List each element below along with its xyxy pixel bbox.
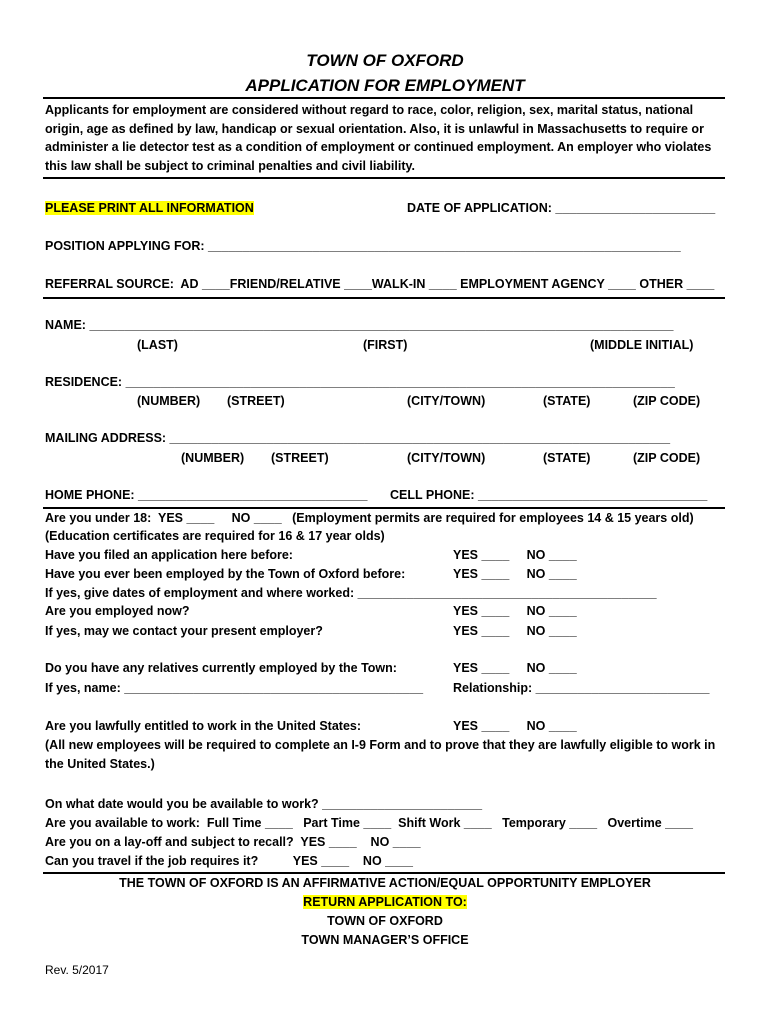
return-application-label: RETURN APPLICATION TO: xyxy=(303,895,467,909)
home-phone-field[interactable]: HOME PHONE: _________________________________ xyxy=(45,488,368,502)
form-title: TOWN OF OXFORD xyxy=(306,51,464,70)
name-first-label: (FIRST) xyxy=(363,338,408,352)
layoff-question[interactable]: Are you on a lay-off and subject to recall? YES ____ NO ____ xyxy=(45,835,421,849)
filed-before-question: Have you filed an application here before: xyxy=(45,548,293,562)
residence-street-label: (STREET) xyxy=(227,394,285,408)
return-address-line2: TOWN MANAGER’S OFFICE xyxy=(301,933,469,947)
print-notice: PLEASE PRINT ALL INFORMATION xyxy=(45,201,254,215)
lawful-work-question: Are you lawfully entitled to work in the United States: xyxy=(45,719,362,733)
title-divider xyxy=(43,97,725,99)
employed-by-town-answer[interactable]: YES ____ NO ____ xyxy=(453,567,577,581)
residence-zip-label: (ZIP CODE) xyxy=(633,394,701,408)
mailing-number-label: (NUMBER) xyxy=(181,451,245,465)
availability-types-field[interactable]: Are you available to work: Full Time ____ Part Time ____ Shift Work ____ Temporary ____ Overtime ____ xyxy=(45,816,693,830)
name-middle-label: (MIDDLE INITIAL) xyxy=(590,338,694,352)
available-date-field[interactable]: On what date would you be available to work? _______________________ xyxy=(45,797,483,811)
relatives-question: Do you have any relatives currently employed by the Town: xyxy=(45,661,397,675)
employed-by-town-question: Have you ever been employed by the Town of Oxford before: xyxy=(45,567,406,581)
contact-employer-answer[interactable]: YES ____ NO ____ xyxy=(453,624,577,638)
under-18-question[interactable]: Are you under 18: YES ____ NO ____ (Employment permits are required for employees 14 & 15 years old) xyxy=(45,511,694,525)
revision-label: Rev. 5/2017 xyxy=(45,963,109,977)
contact-employer-question: If yes, may we contact your present employer? xyxy=(45,624,323,638)
residence-field[interactable]: RESIDENCE: _______________________________________________________________________________ xyxy=(45,375,675,389)
name-last-label: (LAST) xyxy=(137,338,178,352)
mailing-state-label: (STATE) xyxy=(543,451,591,465)
residence-city-label: (CITY/TOWN) xyxy=(407,394,486,408)
relative-name-field[interactable]: If yes, name: ___________________________________________ xyxy=(45,681,424,695)
eeo-statement: THE TOWN OF OXFORD IS AN AFFIRMATIVE ACTION/EQUAL OPPORTUNITY EMPLOYER xyxy=(119,876,651,890)
date-of-application-field[interactable]: DATE OF APPLICATION: _______________________ xyxy=(407,201,716,215)
residence-state-label: (STATE) xyxy=(543,394,591,408)
lawful-work-answer[interactable]: YES ____ NO ____ xyxy=(453,719,577,733)
relationship-field[interactable]: Relationship: _________________________ xyxy=(453,681,710,695)
position-field[interactable]: POSITION APPLYING FOR: ____________________________________________________________________ xyxy=(45,239,681,253)
mailing-zip-label: (ZIP CODE) xyxy=(633,451,701,465)
mailing-city-label: (CITY/TOWN) xyxy=(407,451,486,465)
form-subtitle: APPLICATION FOR EMPLOYMENT xyxy=(245,76,525,95)
education-cert-note: (Education certificates are required for 16 & 17 year olds) xyxy=(45,529,385,543)
nondiscrimination-statement: Applicants for employment are considered without regard to race, color, religion, sex, marital status, national origin, age as defined by law, handicap or sexual orientation. Also, it is unlawful in Massachusetts to require or administer a lie detector test as a condition of employment or continued employment. An employer who violates this law shall be subject to criminal penalties and civil liability. xyxy=(45,103,712,173)
return-address-line1: TOWN OF OXFORD xyxy=(327,914,443,928)
travel-question[interactable]: Can you travel if the job requires it? YES ____ NO ____ xyxy=(45,854,413,868)
name-field[interactable]: NAME: ____________________________________________________________________________________ xyxy=(45,318,674,332)
relatives-answer[interactable]: YES ____ NO ____ xyxy=(453,661,577,675)
referral-divider xyxy=(43,297,725,299)
statement-divider xyxy=(43,177,725,179)
mailing-address-field[interactable]: MAILING ADDRESS: ________________________________________________________________________ xyxy=(45,431,671,445)
residence-number-label: (NUMBER) xyxy=(137,394,201,408)
employment-dates-field[interactable]: If yes, give dates of employment and where worked: ___________________________________________ xyxy=(45,586,657,600)
filed-before-answer[interactable]: YES ____ NO ____ xyxy=(453,548,577,562)
mailing-street-label: (STREET) xyxy=(271,451,329,465)
cell-phone-field[interactable]: CELL PHONE: _________________________________ xyxy=(390,488,708,502)
referral-source-field[interactable]: REFERRAL SOURCE: AD ____FRIEND/RELATIVE ____WALK-IN ____ EMPLOYMENT AGENCY ____ OTHER ____ xyxy=(45,277,715,291)
employed-now-question: Are you employed now? xyxy=(45,604,190,618)
employed-now-answer[interactable]: YES ____ NO ____ xyxy=(453,604,577,618)
phone-divider xyxy=(43,507,725,509)
footer-divider xyxy=(43,872,725,874)
i9-note: (All new employees will be required to complete an I-9 Form and to prove that they are lawfully eligible to work in the United States.) xyxy=(45,738,716,771)
